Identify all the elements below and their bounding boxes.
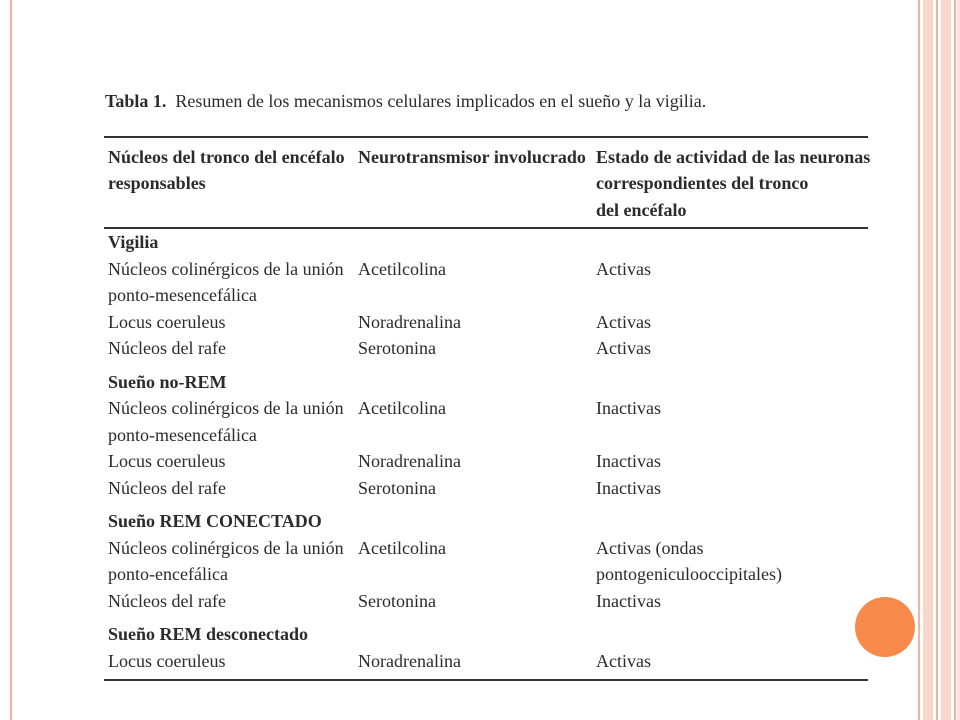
- table-bottom-rule: [104, 679, 868, 681]
- cell-activity: [596, 309, 868, 336]
- cell-nucleus: [108, 535, 358, 588]
- table-row: [108, 309, 868, 336]
- table-group: [108, 621, 868, 674]
- table-header: [108, 144, 871, 224]
- cell-nucleus: [108, 475, 358, 502]
- caption-text: Resumen de los mecanismos celulares implicados en el sueño y la vigilia.: [175, 91, 707, 111]
- right-stripe-line: [936, 0, 938, 720]
- cell-line: Inactivas: [596, 477, 661, 498]
- cell-line: Locus coeruleus: [108, 650, 226, 671]
- header-cell-nucleus: [108, 144, 358, 224]
- header-line: responsables: [108, 173, 206, 194]
- cell-line: Núcleos del rafe: [108, 477, 226, 498]
- cell-line: Inactivas: [596, 398, 661, 418]
- cell-line: Acetilcolina: [358, 398, 446, 418]
- cell-line: Núcleos del rafe: [108, 338, 226, 358]
- header-cell-neurotransmitter: [358, 144, 596, 224]
- cell-line: Núcleos colinérgicos de la unión: [108, 398, 344, 418]
- cell-line: Serotonina: [358, 338, 436, 358]
- cell-nucleus: [108, 256, 358, 309]
- right-stripe-line: [954, 0, 956, 720]
- cell-neurotransmitter: [358, 309, 596, 336]
- cell-neurotransmitter: [358, 648, 596, 675]
- table-row: [108, 256, 868, 309]
- cell-line: Serotonina: [358, 477, 436, 498]
- table-group: [108, 369, 868, 502]
- table-row: [108, 395, 868, 448]
- right-stripe-line: [918, 0, 920, 720]
- table-row: [108, 448, 868, 475]
- header-line: Estado de actividad de las neuronas: [596, 146, 871, 167]
- cell-neurotransmitter: [358, 588, 596, 615]
- group-title: Sueño REM desconectado: [108, 624, 309, 644]
- table-row: [108, 588, 868, 615]
- header-cell-activity: [596, 144, 871, 224]
- cell-line: Activas: [596, 650, 651, 671]
- table-body: [108, 229, 868, 674]
- cell-nucleus: [108, 588, 358, 615]
- cell-neurotransmitter: [358, 335, 596, 362]
- cell-activity: [596, 448, 868, 475]
- table-group: [108, 229, 868, 362]
- header-line: Neurotransmisor involucrado: [358, 146, 586, 167]
- cell-line: Noradrenalina: [358, 650, 461, 671]
- cell-activity: [596, 256, 868, 309]
- cell-line: ponto-mesencefálica: [108, 285, 257, 305]
- cell-line: Activas: [596, 258, 651, 279]
- cell-nucleus: [108, 648, 358, 675]
- table-group: [108, 508, 868, 614]
- cell-line: Núcleos colinérgicos de la unión: [108, 258, 344, 279]
- cell-line: Noradrenalina: [358, 451, 461, 471]
- table-row: [108, 475, 868, 502]
- cell-line: Núcleos del rafe: [108, 590, 226, 611]
- table-row: [108, 648, 868, 675]
- cell-line: Locus coeruleus: [108, 451, 226, 471]
- cell-line: Locus coeruleus: [108, 311, 226, 332]
- cell-line: ponto-encefálica: [108, 564, 228, 584]
- group-title: Sueño no-REM: [108, 371, 227, 392]
- cell-line: ponto-mesencefálica: [108, 424, 257, 445]
- cell-activity: [596, 535, 868, 588]
- header-line: del encéfalo: [596, 199, 687, 220]
- cell-line: Noradrenalina: [358, 311, 461, 332]
- cell-nucleus: [108, 395, 358, 448]
- group-title: Sueño REM CONECTADO: [108, 511, 322, 531]
- cell-neurotransmitter: [358, 535, 596, 588]
- right-stripe-band: [923, 0, 933, 720]
- cell-line: Inactivas: [596, 451, 661, 471]
- cell-neurotransmitter: [358, 395, 596, 448]
- cell-line: Activas: [596, 311, 651, 332]
- cell-line: Activas: [596, 338, 651, 358]
- cell-activity: [596, 335, 868, 362]
- cell-line: Acetilcolina: [358, 537, 446, 558]
- cell-neurotransmitter: [358, 256, 596, 309]
- cell-line: Acetilcolina: [358, 258, 446, 279]
- cell-nucleus: [108, 448, 358, 475]
- header-line: Núcleos del tronco del encéfalo: [108, 146, 345, 167]
- cell-neurotransmitter: [358, 475, 596, 502]
- table-row: [108, 335, 868, 362]
- caption-label: Tabla 1.: [105, 91, 167, 111]
- cell-neurotransmitter: [358, 448, 596, 475]
- right-stripe-band: [941, 0, 951, 720]
- cell-activity: [596, 395, 868, 448]
- table-row: [108, 535, 868, 588]
- cell-line: Núcleos colinérgicos de la unión: [108, 537, 344, 558]
- cell-line: Inactivas: [596, 590, 661, 611]
- cell-activity: [596, 475, 868, 502]
- header-line: correspondientes del tronco: [596, 173, 809, 194]
- cell-nucleus: [108, 309, 358, 336]
- cell-line: Activas (ondas: [596, 537, 704, 558]
- cell-activity: [596, 648, 868, 675]
- frame-line-left: [10, 0, 12, 720]
- cell-activity: [596, 588, 868, 615]
- group-title: Vigilia: [108, 232, 159, 252]
- table-caption: [105, 90, 706, 112]
- cell-line: pontogeniculooccipitales): [596, 564, 782, 584]
- cell-line: Serotonina: [358, 590, 436, 611]
- cell-nucleus: [108, 335, 358, 362]
- table-top-rule: [104, 136, 868, 138]
